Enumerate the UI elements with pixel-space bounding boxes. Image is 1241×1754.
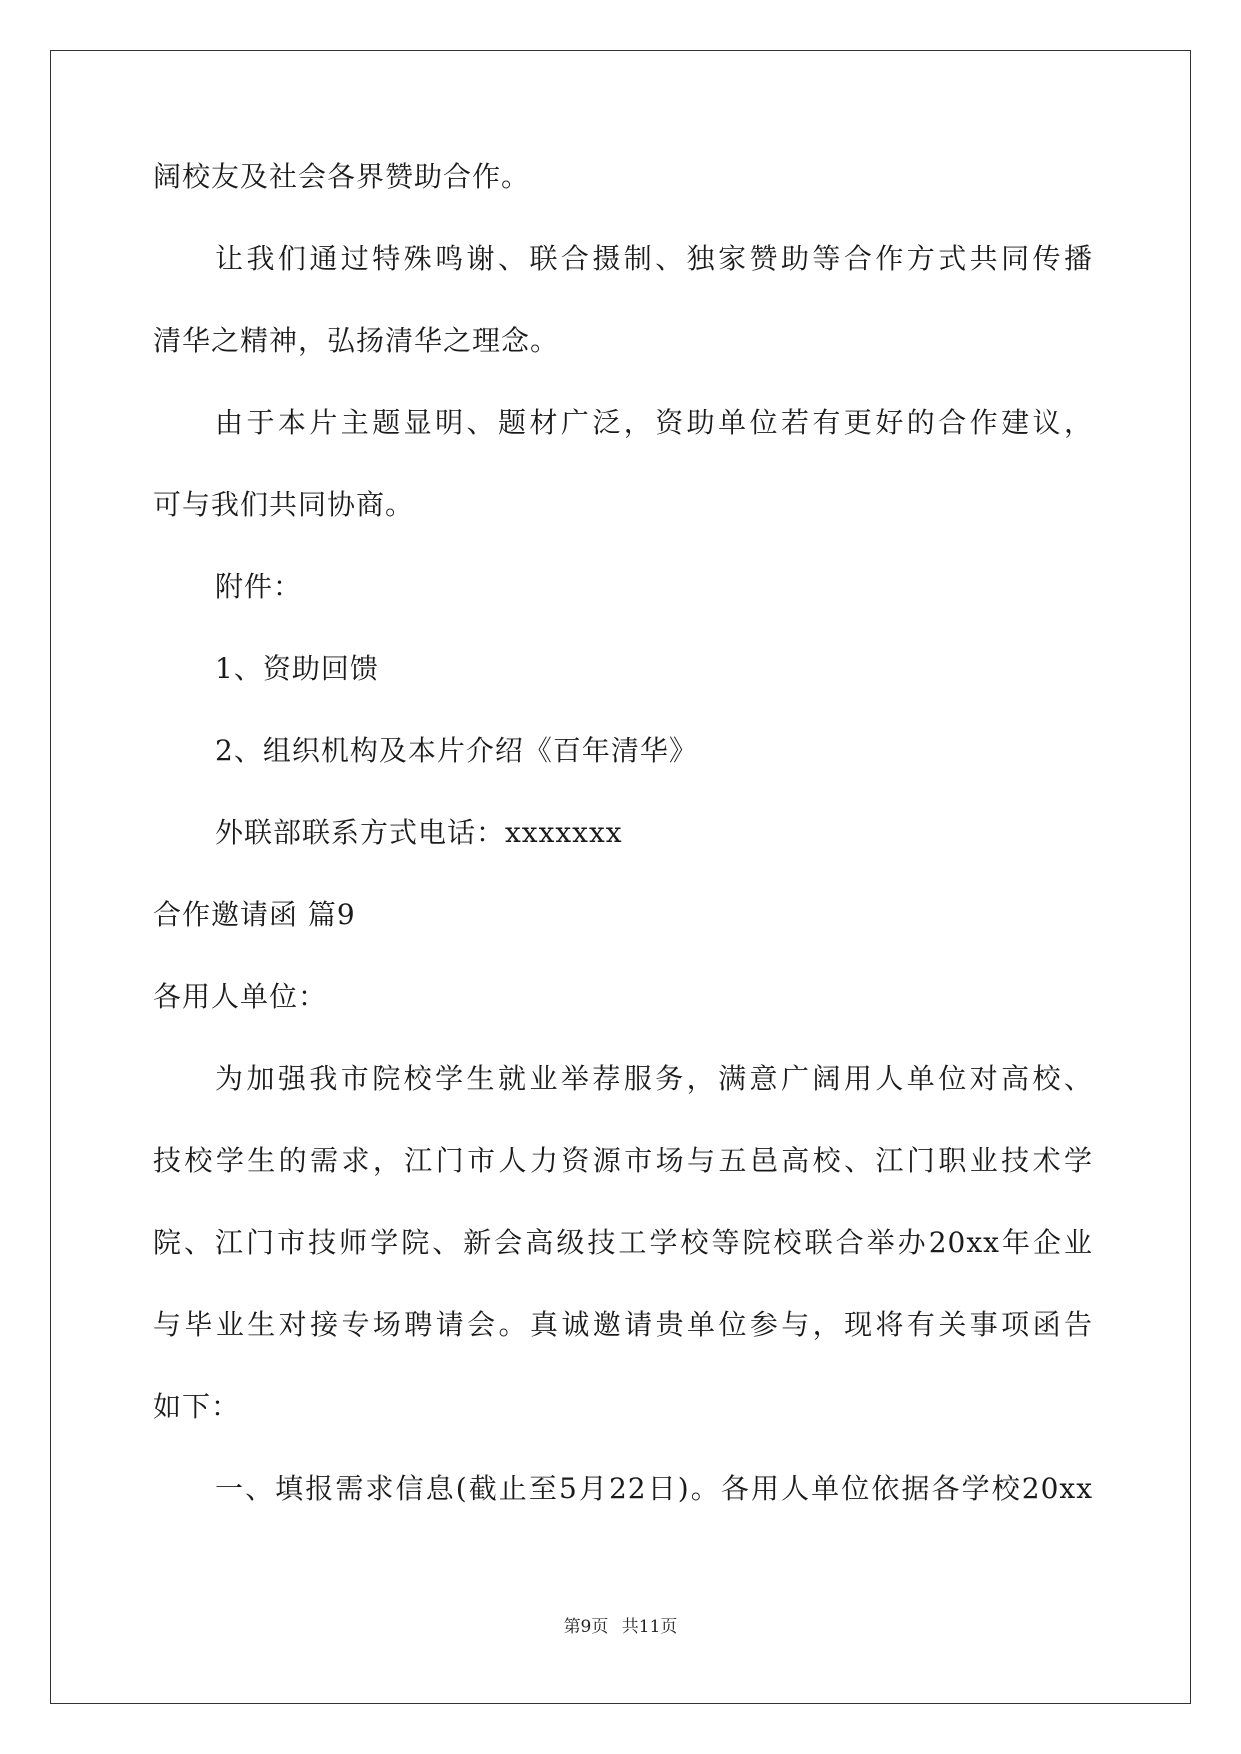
text-line: 外联部联系方式电话：xxxxxxx	[215, 816, 623, 849]
text-line: 如下：	[153, 1390, 241, 1423]
text-line: 清华之精神，弘扬清华之理念。	[153, 324, 560, 357]
text-line: 为加强我市院校学生就业举荐服务，满意广阔用人单位对高校、	[215, 1062, 1093, 1095]
text-line: 2、组织机构及本片介绍《百年清华》	[215, 734, 698, 767]
text-line: 阔校友及社会各界赞助合作。	[153, 160, 531, 193]
salutation: 各用人单位：	[153, 980, 328, 1013]
page-total: 共11页	[621, 1617, 678, 1637]
text-line: 让我们通过特殊鸣谢、联合摄制、独家赞助等合作方式共同传播	[215, 242, 1093, 275]
text-line: 由于本片主题显明、题材广泛，资助单位若有更好的合作建议，	[215, 406, 1093, 439]
text-line: 与毕业生对接专场聘请会。真诚邀请贵单位参与，现将有关事项函告	[153, 1308, 1093, 1341]
text-line: 1、资助回馈	[215, 652, 379, 685]
text-line: 附件：	[215, 570, 303, 603]
document-body	[153, 160, 1093, 1554]
text-line: 院、江门市技师学院、新会高级技工学校等院校联合举办20xx年企业	[153, 1226, 1093, 1259]
section-heading: 合作邀请函 篇9	[153, 898, 356, 931]
text-line: 可与我们共同协商。	[153, 488, 415, 521]
text-line: 一、填报需求信息(截止至5月22日)。各用人单位依据各学校20xx	[215, 1472, 1093, 1505]
page-footer	[0, 1616, 1241, 1638]
text-line: 技校学生的需求，江门市人力资源市场与五邑高校、江门职业技术学	[153, 1144, 1093, 1177]
page-number: 第9页	[563, 1617, 609, 1637]
